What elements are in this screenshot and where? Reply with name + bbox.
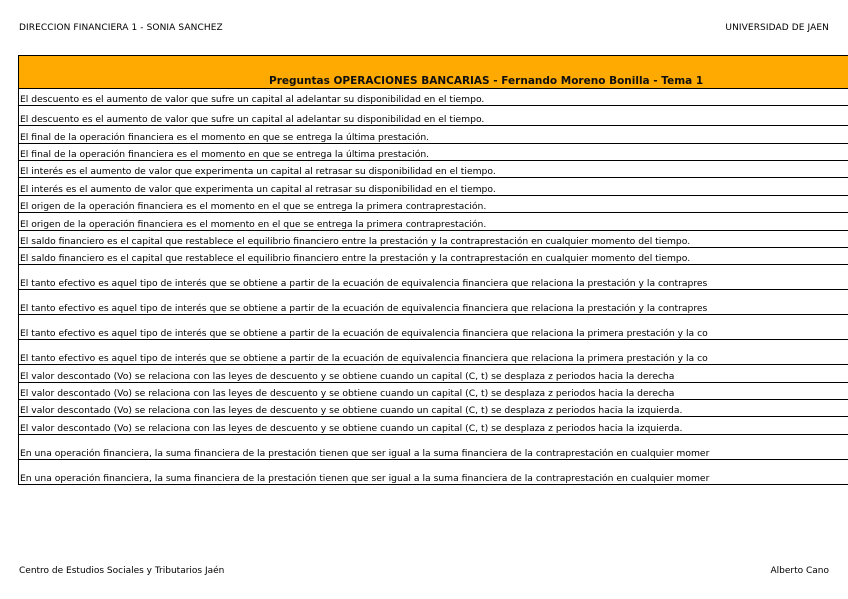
- table-row: [19, 435, 848, 460]
- question-sheet: [18, 55, 848, 485]
- row-text: El interés es el aumento de valor que experimenta un capital al retrasar su disponibilidad en el tiempo.: [20, 166, 496, 178]
- table-row: [19, 196, 848, 213]
- row-text: El valor descontado (Vo) se relaciona con las leyes de descuento y se obtiene cuando un capital (C, t) se desplaza z periodos hacia la izquierda.: [20, 405, 683, 417]
- row-text: El tanto efectivo es aquel tipo de interés que se obtiene a partir de la ecuación de equivalencia financiera que relaciona la prestación y la contrapres: [20, 278, 708, 290]
- table-row: [19, 178, 848, 195]
- table-row: [19, 340, 848, 365]
- table-row: [19, 231, 848, 248]
- table-row: [19, 161, 848, 178]
- table-row: [19, 89, 848, 106]
- row-text: El valor descontado (Vo) se relaciona con las leyes de descuento y se obtiene cuando un capital (C, t) se desplaza z periodos hacia la izquierda.: [20, 422, 683, 434]
- row-text: El origen de la operación financiera es el momento en el que se entrega la primera contraprestación.: [20, 218, 487, 230]
- row-text: El final de la operación financiera es el momento en que se entrega la última prestación.: [20, 148, 430, 160]
- row-text: El origen de la operación financiera es el momento en el que se entrega la primera contraprestación.: [20, 201, 487, 213]
- row-text: El valor descontado (Vo) se relaciona con las leyes de descuento y se obtiene cuando un capital (C, t) se desplaza z periodos hacia la derecha: [20, 388, 675, 400]
- table-row: [19, 126, 848, 143]
- header-left: DIRECCION FINANCIERA 1 - SONIA SANCHEZ: [19, 23, 223, 33]
- header-right: UNIVERSIDAD DE JAEN: [725, 23, 829, 33]
- row-text: El final de la operación financiera es el momento en que se entrega la última prestación.: [20, 131, 430, 143]
- row-text: El tanto efectivo es aquel tipo de interés que se obtiene a partir de la ecuación de equivalencia financiera que relaciona la prestación y la contrapres: [20, 303, 708, 315]
- footer-left: Centro de Estudios Sociales y Tributarios Jaén: [19, 566, 225, 576]
- table-row: [19, 315, 848, 340]
- table-row: [19, 460, 848, 485]
- table-row: [19, 265, 848, 290]
- row-text: En una operación financiera, la suma financiera de la prestación tienen que ser igual a la suma financiera de la contraprestación en cualquier momer: [20, 447, 710, 459]
- row-text: El tanto efectivo es aquel tipo de interés que se obtiene a partir de la ecuación de equivalencia financiera que relaciona la primera prestación y la co: [20, 328, 708, 340]
- row-text: El saldo financiero es el capital que restablece el equilibrio financiero entre la prestación y la contraprestación en cualquier momento del tiempo.: [20, 235, 691, 247]
- row-text: El valor descontado (Vo) se relaciona con las leyes de descuento y se obtiene cuando un capital (C, t) se desplaza z periodos hacia la derecha: [20, 370, 675, 382]
- footer-right: Alberto Cano: [770, 566, 829, 576]
- table-row: [19, 213, 848, 230]
- table-row: [19, 106, 848, 126]
- sheet-title: Preguntas OPERACIONES BANCARIAS - Fernando Moreno Bonilla - Tema 1: [269, 75, 704, 87]
- row-text: El interés es el aumento de valor que experimenta un capital al retrasar su disponibilidad en el tiempo.: [20, 183, 496, 195]
- row-text: El descuento es el aumento de valor que sufre un capital al adelantar su disponibilidad en el tiempo.: [20, 114, 485, 126]
- table-row: [19, 383, 848, 400]
- table-row: [19, 400, 848, 417]
- table-row: [19, 248, 848, 265]
- row-text: El saldo financiero es el capital que restablece el equilibrio financiero entre la prestación y la contraprestación en cualquier momento del tiempo.: [20, 253, 691, 265]
- table-row: [19, 290, 848, 315]
- table-row: [19, 417, 848, 434]
- table-row: [19, 144, 848, 161]
- row-text: En una operación financiera, la suma financiera de la prestación tienen que ser igual a la suma financiera de la contraprestación en cualquier momer: [20, 472, 710, 484]
- row-text: El tanto efectivo es aquel tipo de interés que se obtiene a partir de la ecuación de equivalencia financiera que relaciona la primera prestación y la co: [20, 353, 708, 365]
- row-text: El descuento es el aumento de valor que sufre un capital al adelantar su disponibilidad en el tiempo.: [20, 94, 485, 106]
- table-row: [19, 365, 848, 382]
- title-row: [19, 56, 848, 89]
